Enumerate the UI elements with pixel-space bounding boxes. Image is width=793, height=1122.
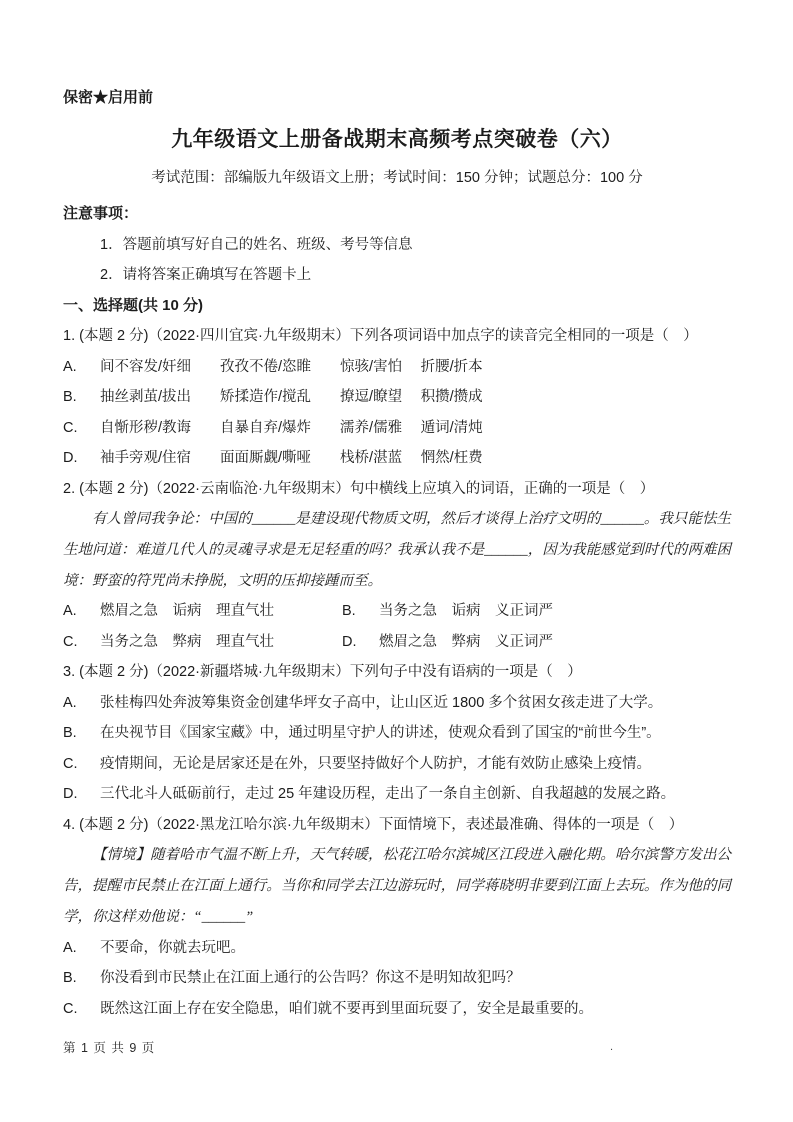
- security-label: 保密★启用前: [63, 89, 154, 106]
- stray-ink-mark: .: [610, 1041, 614, 1053]
- note-item-2: 2．请将答案正确填写在答题卡上: [100, 267, 312, 283]
- option-label: C.: [63, 633, 78, 650]
- option-label: B.: [63, 970, 77, 987]
- option-label: B.: [63, 725, 77, 742]
- question-2-option-b: [342, 596, 731, 627]
- section-heading-choice: 一、选择题(共 10 分): [63, 296, 204, 314]
- option-label: A.: [63, 358, 77, 375]
- option-text: 袖手旁观/住宿 面面厮觑/嘶哑 栈桥/湛蓝 惘然/枉费: [100, 450, 483, 466]
- note-item-1: 1．答题前填写好自己的姓名、班级、考号等信息: [100, 236, 413, 253]
- question-1-option-d: [63, 443, 731, 474]
- option-text: 三代北斗人砥砺前行，走过 25 年建设历程，走出了一条自主创新、自我超越的发展之路。: [100, 786, 676, 803]
- notes-heading: 注意事项：: [63, 205, 139, 222]
- option-label: A.: [63, 939, 77, 956]
- question-4: [63, 810, 731, 1024]
- page-footer: 第 1 页 共 9 页: [63, 1041, 156, 1055]
- option-text: 自惭形秽/教诲 自暴自弃/爆炸 濡养/儒雅 遁词/清炖: [100, 419, 483, 436]
- option-text: 当务之急 弊病 理直气壮: [100, 633, 274, 650]
- question-1: [63, 321, 731, 474]
- question-3-stem: 3. (本题 2 分)（2022·新疆塔城·九年级期末）下列句子中没有语病的一项是（ ）: [63, 664, 582, 681]
- question-2-passage: 有人曾同我争论：中国的______是建设现代物质文明，然后才谈得上治疗文明的______。我只能怯生生地问道：难道几代人的灵魂寻求是无足轻重的吗？我承认我不是______，因为我能感觉到时代的两难困境：野蛮的符咒尚未挣脱，文明的压抑接踵而至。: [63, 511, 731, 589]
- question-2-stem: 2. (本题 2 分)（2022·云南临沧·九年级期末）句中横线上应填入的词语，正确的一项是（ ）: [63, 480, 655, 497]
- question-2-options: [63, 596, 731, 657]
- option-label: B.: [342, 603, 356, 620]
- option-label: C.: [63, 755, 78, 772]
- page-content: [63, 88, 731, 1024]
- page-title: 九年级语文上册备战期末高频考点突破卷（六）: [171, 128, 623, 151]
- option-label: B.: [63, 389, 77, 405]
- question-4-option-a: [63, 933, 731, 964]
- option-label: C.: [63, 419, 78, 436]
- option-text: 燃眉之急 诟病 理直气壮: [100, 603, 274, 620]
- question-1-option-a: [63, 352, 731, 383]
- question-1-option-b: [63, 382, 731, 413]
- option-label: C.: [63, 1000, 78, 1017]
- question-3-option-c: [63, 749, 731, 780]
- option-text: 不要命，你就去玩吧。: [100, 939, 245, 956]
- question-3: [63, 657, 731, 810]
- option-label: A.: [63, 694, 77, 711]
- option-label: D.: [342, 633, 357, 650]
- option-label: A.: [63, 603, 77, 620]
- option-text: 既然这江面上存在安全隐患，咱们就不要再到里面玩耍了，安全是最重要的。: [100, 1000, 593, 1017]
- option-text: 当务之急 诟病 义正词严: [379, 603, 553, 620]
- question-2: [63, 474, 731, 658]
- question-1-stem: 1. (本题 2 分)（2022·四川宜宾·九年级期末）下列各项词语中加点字的读音完全相同的一项是（ ）: [63, 328, 698, 344]
- option-text: 间不容发/奸细 孜孜不倦/恣睢 惊骇/害怕 折腰/折本: [100, 358, 483, 375]
- question-3-option-a: [63, 688, 731, 719]
- exam-info-line: 考试范围：部编版九年级语文上册；考试时间：150 分钟；试题总分：100 分: [151, 170, 643, 186]
- question-4-option-c: [63, 994, 731, 1025]
- option-text: 疫情期间，无论是居家还是在外，只要坚持做好个人防护，才能有效防止感染上疫情。: [100, 755, 651, 772]
- question-3-option-d: [63, 779, 731, 810]
- option-text: 燃眉之急 弊病 义正词严: [379, 633, 553, 650]
- option-text: 张桂梅四处奔波筹集资金创建华坪女子高中，让山区近 1800 多个贫困女孩走进了大学。: [100, 694, 663, 711]
- question-1-option-c: [63, 413, 731, 444]
- question-4-stem: 4. (本题 2 分)（2022·黑龙江哈尔滨·九年级期末）下面情境下，表述最准确、得体的一项是（ ）: [63, 816, 684, 833]
- question-4-option-b: [63, 963, 731, 994]
- option-label: D.: [63, 786, 78, 803]
- option-text: 在央视节目《国家宝藏》中，通过明星守护人的讲述，使观众看到了国宝的“前世今生”。: [100, 725, 661, 742]
- option-text: 你没看到市民禁止在江面上通行的公告吗？你这不是明知故犯吗？: [100, 970, 521, 987]
- question-2-option-d: [342, 627, 731, 658]
- question-4-passage: 【情境】随着哈市气温不断上升，天气转暖，松花江哈尔滨城区江段进入融化期。哈尔滨警方发出公告，提醒市民禁止在江面上通行。当你和同学去江边游玩时，同学蒋晓明非要到江面上去玩。作为他的同学，你这样劝他说：“______”: [63, 847, 731, 925]
- question-3-option-b: [63, 718, 731, 749]
- option-text: 抽丝剥茧/拔出 矫揉造作/搅乱 撩逗/瞭望 积攒/攒成: [100, 389, 483, 405]
- option-label: D.: [63, 450, 78, 466]
- question-2-option-c: [63, 627, 342, 658]
- question-2-option-a: [63, 596, 342, 627]
